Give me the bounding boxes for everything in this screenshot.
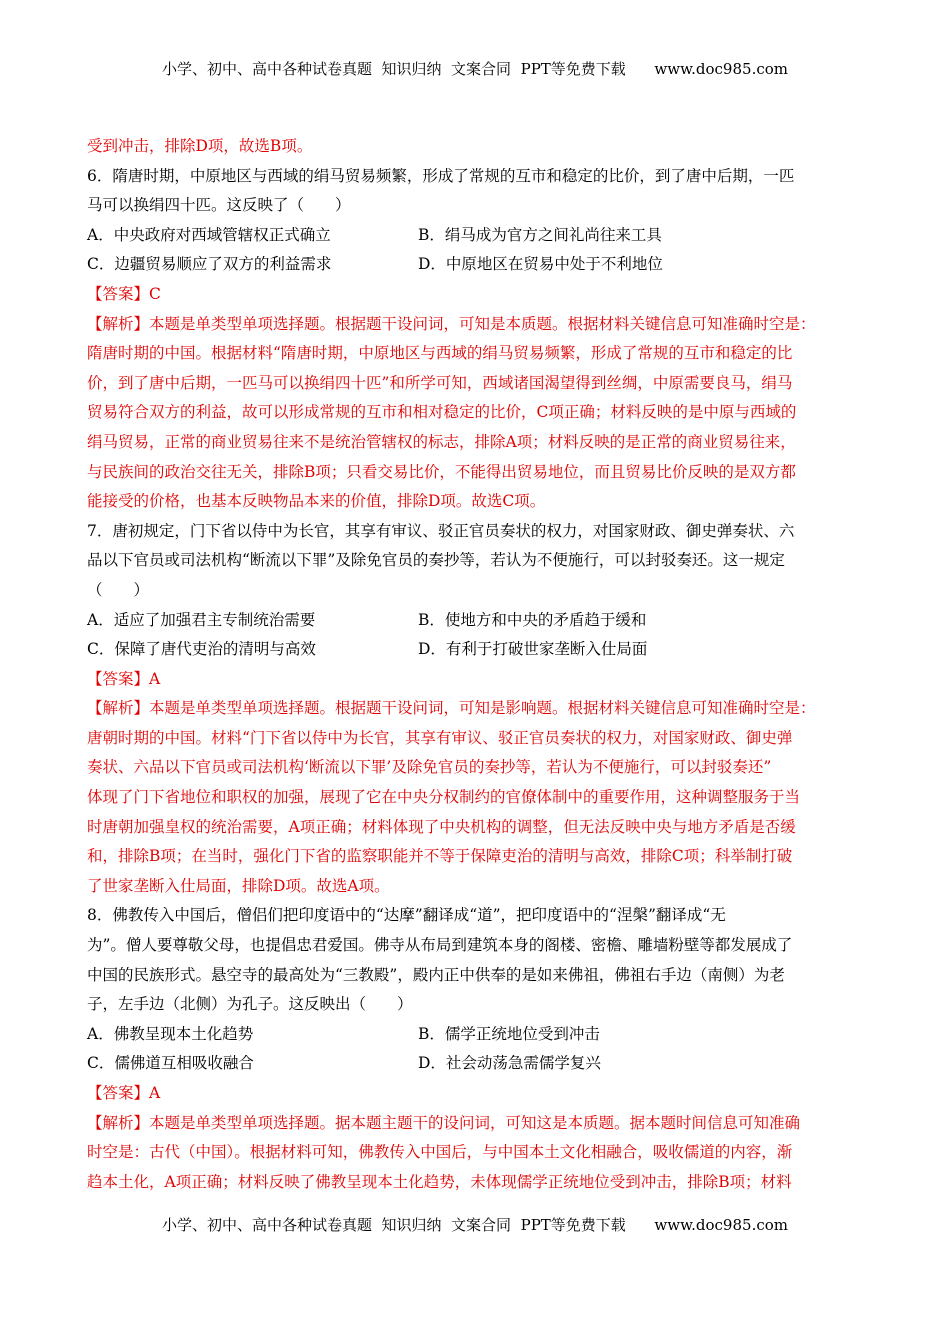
question-6 <box>87 162 867 517</box>
option-c: C．边疆贸易顺应了双方的利益需求 <box>87 255 332 274</box>
analysis-line: 【解析】本题是单类型单项选择题。根据题干设问词，可知是本质题。根据材料关键信息可知准确时空是： <box>87 314 816 333</box>
analysis-line: 价，到了唐中后期，一匹马可以换绢四十匹”和所学可知，西域诸国渴望得到丝绸，中原需要良马，绢马 <box>87 373 793 392</box>
option-d: D．中原地区在贸易中处于不利地位 <box>418 255 663 274</box>
option-a: A．中央政府对西域管辖权正式确立 <box>87 225 331 244</box>
question-line: 中国的民族形式。悬空寺的最高处为“三教殿”，殿内正中供奉的是如来佛祖，佛祖右手边（南侧）为老 <box>87 965 785 984</box>
analysis-line: 和，排除B项；在当时，强化门下省的监察职能并不等于保障吏治的清明与高效，排除C项；科举制打破 <box>87 847 793 866</box>
question-8 <box>87 901 867 1197</box>
analysis-line: 隋唐时期的中国。根据材料“隋唐时期，中原地区与西域的绢马贸易频繁，形成了常规的互市和稳定的比 <box>87 344 793 363</box>
question-line: 品以下官员或司法机构“断流以下罪”及除免官员的奏抄等，若认为不便施行，可以封驳奏还。这一规定 <box>87 551 785 570</box>
options-row <box>87 221 867 251</box>
page-content <box>87 132 867 1197</box>
question-7 <box>87 517 867 902</box>
options-row <box>87 635 867 665</box>
analysis-line: 绢马贸易，正常的商业贸易往来不是统治管辖权的标志，排除A项；材料反映的是正常的商业贸易往来， <box>87 432 796 451</box>
options-row <box>87 250 867 280</box>
option-b: B．使地方和中央的矛盾趋于缓和 <box>418 610 647 629</box>
answer: 【答案】C <box>87 284 161 303</box>
analysis-line: 时空是：古代（中国）。根据材料可知，佛教传入中国后，与中国本土文化相融合，吸收儒道的内容，渐 <box>87 1143 793 1162</box>
options-row <box>87 606 867 636</box>
options-row <box>87 1020 867 1050</box>
answer: 【答案】A <box>87 1084 161 1102</box>
analysis-line: 时唐朝加强皇权的统治需要，A项正确；材料体现了中央机构的调整，但无法反映中央与地方矛盾是否缓 <box>87 817 796 836</box>
question-line: 8．佛教传入中国后，僧侣们把印度语中的“达摩”翻译成“道”，把印度语中的“涅槃”翻译成“无 <box>87 906 726 925</box>
answer: 【答案】A <box>87 669 161 688</box>
page-header: 小学、初中、高中各种试卷真题 知识归纳 文案合同 PPT等免费下载 www.doc985.com <box>161 60 788 78</box>
analysis-line: 贸易符合双方的利益，故可以形成常规的互市和相对稳定的比价，C项正确；材料反映的是中原与西域的 <box>87 403 797 422</box>
option-b: B．儒学正统地位受到冲击 <box>418 1024 600 1043</box>
option-d: D．有利于打破世家垄断入仕局面 <box>418 640 648 659</box>
question-line: 子，左手边（北侧）为孔子。这反映出（ ） <box>87 995 413 1014</box>
analysis-line: 了世家垄断入仕局面，排除D项。故选A项。 <box>87 876 390 895</box>
analysis-line: 【解析】本题是单类型单项选择题。据本题主题干的设问词，可知这是本质题。据本题时间信息可知准确 <box>87 1113 801 1132</box>
question-line: 7．唐初规定，门下省以侍中为长官，其享有审议、驳正官员奏状的权力，对国家财政、御史弹奏状、六 <box>87 521 795 540</box>
option-a: A．适应了加强君主专制统治需要 <box>87 610 316 629</box>
analysis-line: 趋本土化，A项正确；材料反映了佛教呈现本土化趋势，未体现儒学正统地位受到冲击，排除B项；材料 <box>87 1172 792 1191</box>
analysis-line: 唐朝时期的中国。材料“门下省以侍中为长官，其享有审议、驳正官员奏状的权力，对国家财政、御史弹 <box>87 728 793 747</box>
analysis-line: 体现了门下省地位和职权的加强，展现了它在中央分权制约的官僚体制中的重要作用，这种调整服务于当 <box>87 788 801 807</box>
option-a: A．佛教呈现本土化趋势 <box>87 1024 254 1043</box>
options-row <box>87 1049 867 1079</box>
intro-line: 受到冲击，排除D项，故选B项。 <box>87 137 313 155</box>
option-d: D．社会动荡急需儒学复兴 <box>418 1054 601 1073</box>
analysis-line: 奏状、六品以下官员或司法机构‘断流以下罪’及除免官员的奏抄等，若认为不便施行，可以封驳奏还” <box>87 758 772 777</box>
option-b: B．绢马成为官方之间礼尚往来工具 <box>418 225 662 244</box>
question-line: 马可以换绢四十匹。这反映了（ ） <box>87 196 351 215</box>
analysis-line: 能接受的价格，也基本反映物品本来的价值，排除D项。故选C项。 <box>87 492 546 511</box>
option-c: C．保障了唐代吏治的清明与高效 <box>87 640 316 659</box>
question-line: （ ） <box>87 580 150 599</box>
question-line: 为”。僧人要尊敬父母，也提倡忠君爱国。佛寺从布局到建筑本身的阁楼、密檐、雕墙粉壁等都发展成了 <box>87 936 793 955</box>
question-line: 6．隋唐时期，中原地区与西域的绢马贸易频繁，形成了常规的互市和稳定的比价，到了唐中后期，一匹 <box>87 166 795 185</box>
option-c: C．儒佛道互相吸收融合 <box>87 1054 254 1073</box>
page-footer: 小学、初中、高中各种试卷真题 知识归纳 文案合同 PPT等免费下载 www.doc985.com <box>161 1216 788 1234</box>
analysis-line: 【解析】本题是单类型单项选择题。根据题干设问词，可知是影响题。根据材料关键信息可知准确时空是： <box>87 699 816 718</box>
analysis-line: 与民族间的政治交往无关，排除B项；只看交易比价，不能得出贸易地位，而且贸易比价反映的是双方都 <box>87 462 796 481</box>
